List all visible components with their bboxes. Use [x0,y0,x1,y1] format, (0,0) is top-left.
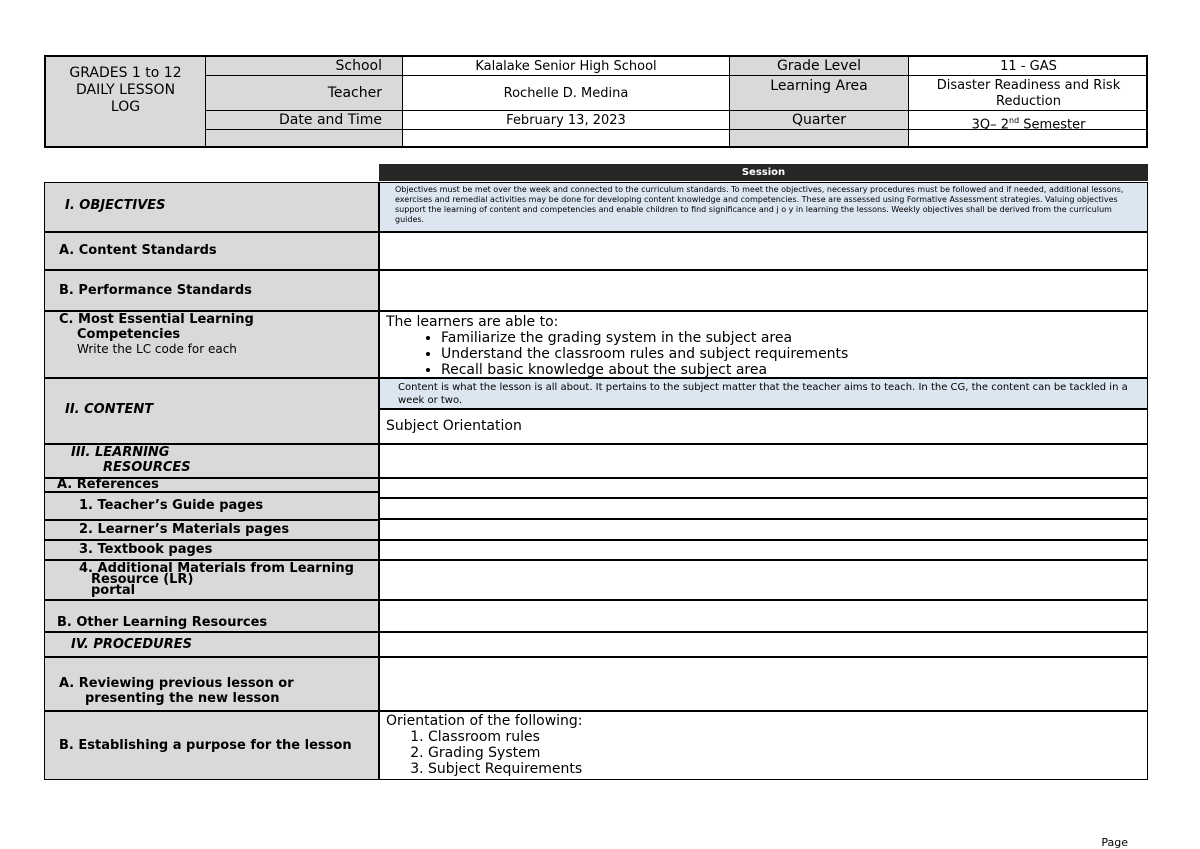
purpose-intro: Orientation of the following: [386,713,583,729]
blank-cell [730,130,909,146]
melc-sub: Write the LC code for each [77,342,237,356]
other-resources-value [379,600,1148,632]
content-label: II. CONTENT [44,378,379,444]
quarter-value-main: 3Q– 2 [971,117,1009,133]
datetime-label: Date and Time [206,111,403,130]
content-standards-label: A. Content Standards [44,232,379,270]
references-label: A. References [44,478,379,492]
learning-area-label: Learning Area [730,76,909,111]
lr-label-line3: portal [91,583,136,598]
reviewing-lesson-label [44,657,379,711]
content-value: Subject Orientation [379,409,1148,444]
melc-list [386,330,1147,378]
performance-standards-value [379,270,1148,311]
blank-cell [206,130,403,146]
quarter-value [909,111,1148,133]
list-item: 1. Classroom rules [428,729,1147,745]
grade-level-label: Grade Level [730,57,909,76]
quarter-label: Quarter [730,111,909,130]
learners-materials-label: 2. Learner’s Materials pages [44,520,379,540]
reviewing-line1: A. Reviewing previous lesson or [59,676,294,691]
teachers-guide-label: 1. Teacher’s Guide pages [44,492,379,520]
teacher-value: Rochelle D. Medina [403,76,730,111]
quarter-value-sup: nd [1009,116,1020,125]
performance-standards-label: B. Performance Standards [44,270,379,311]
textbook-label: 3. Textbook pages [44,540,379,560]
learning-area-value: Disaster Readiness and Risk Reduction [909,76,1148,111]
list-item: • Recall basic knowledge about the subject area [441,362,1147,378]
melc-label-line1: C. Most Essential Learning [59,312,254,327]
melc-intro: The learners are able to: [386,314,559,330]
lr-label-line1: 4. Additional Materials from Learning [79,561,354,576]
procedures-value [379,632,1148,657]
resources-label-line2: RESOURCES [103,460,191,475]
dll-title [46,57,206,146]
textbook-value [379,540,1148,560]
reviewing-line2: presenting the new lesson [85,691,280,706]
objectives-label: I. OBJECTIVES [44,182,379,232]
melc-label-line2: Competencies [77,327,181,342]
title-line-3: LOG [110,99,141,115]
title-line-2: DAILY LESSON [75,82,176,98]
purpose-list [386,729,1147,777]
content-standards-value [379,232,1148,270]
lr-portal-value [379,560,1148,600]
school-value: Kalalake Senior High School [403,57,730,76]
datetime-value: February 13, 2023 [403,111,730,130]
procedures-label: IV. PROCEDURES [44,632,379,657]
list-item: • Understand the classroom rules and subject requirements [441,346,1147,362]
learning-resources-label [44,444,379,478]
other-resources-label: B. Other Learning Resources [44,600,379,632]
reviewing-lesson-value [379,657,1148,711]
grade-level-value: 11 - GAS [909,57,1148,76]
teacher-label: Teacher [206,76,403,111]
references-value [379,478,1148,498]
learners-materials-value [379,519,1148,540]
header-table [44,55,1148,148]
list-item: 3. Subject Requirements [428,761,1147,777]
page-footer: Page [1101,836,1128,849]
lr-portal-label [44,560,379,600]
resources-label-line1: III. LEARNING [71,445,170,460]
school-label: School [206,57,403,76]
session-header: Session [379,164,1148,181]
melc-value [379,311,1148,378]
objectives-note: Objectives must be met over the week and connected to the curriculum standards. To meet the objectives, necessary procedures must be followed and if needed, additional lessons, exercises and remedial activities may be done for developing content knowledge and competencies. These are assessed using Formative Assessment strategies. Valuing objectives support the learning of content and competencies and enable children to find significance and j o y in learning the lessons. Weekly objectives shall be derived from the curriculum guides. [379,182,1148,232]
content-note: Content is what the lesson is all about. It pertains to the subject matter that the teacher aims to teach. In the CG, the content can be tackled in a week or two. [379,378,1148,409]
list-item: • Familiarize the grading system in the subject area [441,330,1147,346]
quarter-value-rest: Semester [1019,117,1086,133]
blank-cell [909,130,1148,146]
blank-cell [403,130,730,146]
teachers-guide-value [379,498,1148,519]
list-item: 2. Grading System [428,745,1147,761]
purpose-label: B. Establishing a purpose for the lesson [44,711,379,780]
title-line-1: GRADES 1 to 12 [69,65,182,81]
melc-label [44,311,379,378]
learning-resources-value [379,444,1148,478]
purpose-value [379,711,1148,780]
lr-label-line2: Resource (LR) [91,572,194,587]
